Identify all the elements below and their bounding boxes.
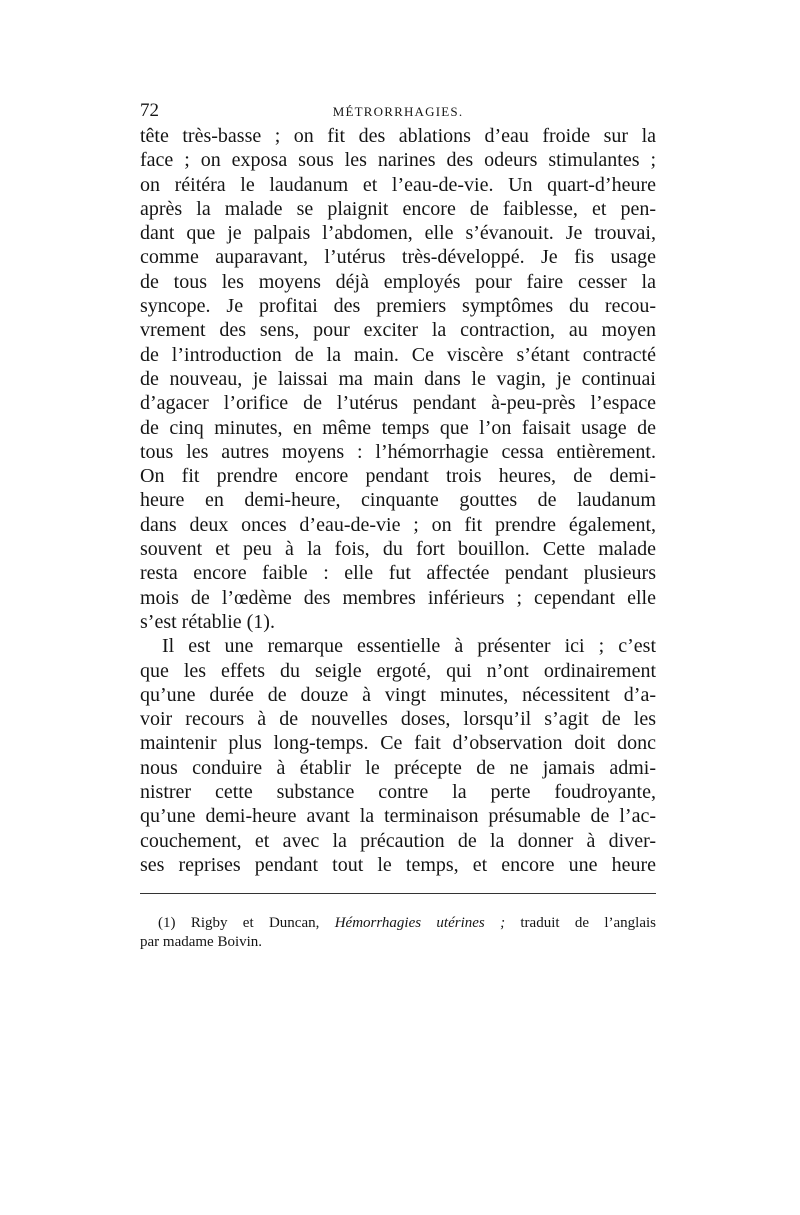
text-line: syncope. Je profitai des premiers symptômes du recou- — [140, 295, 656, 318]
text-line: On fit prendre encore pendant trois heures, de demi- — [140, 465, 656, 488]
text-line: vrement des sens, pour exciter la contraction, au moyen — [140, 319, 656, 342]
text-line: qu’une durée de douze à vingt minutes, nécessitent d’a- — [140, 683, 656, 706]
text-line: de cinq minutes, en même temps que l’on faisait usage de — [140, 416, 656, 439]
text-line: couchement, et avec la précaution de la donner à diver- — [140, 829, 656, 852]
paragraph-start-line: Il est une remarque essentielle à présenter ici ; c’est — [162, 635, 656, 658]
text-line: de nouveau, je laissai ma main dans le vagin, je continuai — [140, 367, 656, 390]
footnote-line: par madame Boivin. — [140, 934, 263, 951]
text-line: nistrer cette substance contre la perte foudroyante, — [140, 781, 656, 804]
footnote-line — [140, 914, 656, 933]
footnote-translation-note: traduit de l’anglais — [520, 915, 657, 932]
text-line: comme auparavant, l’utérus très-développé. Je fis usage — [140, 246, 656, 269]
running-title: MÉTRORRHAGIES. — [332, 104, 464, 119]
page-number: 72 — [140, 100, 159, 121]
text-line: de l’introduction de la main. Ce viscère s’étant contracté — [140, 343, 656, 366]
text-line: de tous les moyens déjà employés pour faire cesser la — [140, 270, 656, 293]
text-line: nous conduire à établir le précepte de ne jamais admi- — [140, 756, 656, 779]
text-line: face ; on exposa sous les narines des odeurs stimulantes ; — [140, 149, 656, 172]
text-line: souvent et peu à la fois, du fort bouillon. Cette malade — [140, 538, 656, 561]
running-head — [140, 100, 656, 124]
text-line: on réitéra le laudanum et l’eau-de-vie. Un quart-d’heure — [140, 173, 656, 196]
text-line: tête très-basse ; on fit des ablations d’eau froide sur la — [140, 125, 656, 147]
body-text — [140, 124, 656, 877]
text-line: dans deux onces d’eau-de-vie ; on fit prendre également, — [140, 513, 656, 536]
text-line: d’agacer l’orifice de l’utérus pendant à-peu-près l’espace — [140, 392, 656, 415]
book-page — [140, 100, 656, 1100]
text-line: resta encore faible : elle fut affectée pendant plusieurs — [140, 562, 656, 585]
text-line: voir recours à de nouvelles doses, lorsqu’il s’agit de les — [140, 708, 656, 731]
text-line: ses reprises pendant tout le temps, et encore une heure — [140, 853, 656, 876]
footnote-citation: (1) Rigby et Duncan, — [158, 915, 320, 932]
text-line: mois de l’œdème des membres inférieurs ; cependant elle — [140, 586, 656, 609]
footnote-title: Hémorrhagies utérines ; — [334, 915, 506, 932]
text-line: maintenir plus long-temps. Ce fait d’observation doit donc — [140, 732, 656, 755]
text-line: tous les autres moyens : l’hémorrhagie cessa entièrement. — [140, 440, 656, 463]
text-line: dant que je palpais l’abdomen, elle s’évanouit. Je trouvai, — [140, 222, 656, 245]
footnote — [140, 914, 656, 952]
paragraph-end-line: s’est rétablie (1). — [140, 610, 275, 633]
text-line: que les effets du seigle ergoté, qui n’ont ordinairement — [140, 659, 656, 682]
text-line: après la malade se plaignit encore de faiblesse, et pen- — [140, 197, 656, 220]
text-line: heure en demi-heure, cinquante gouttes de laudanum — [140, 489, 656, 512]
text-line: qu’une demi-heure avant la terminaison présumable de l’ac- — [140, 805, 656, 828]
footnote-divider — [140, 893, 656, 894]
